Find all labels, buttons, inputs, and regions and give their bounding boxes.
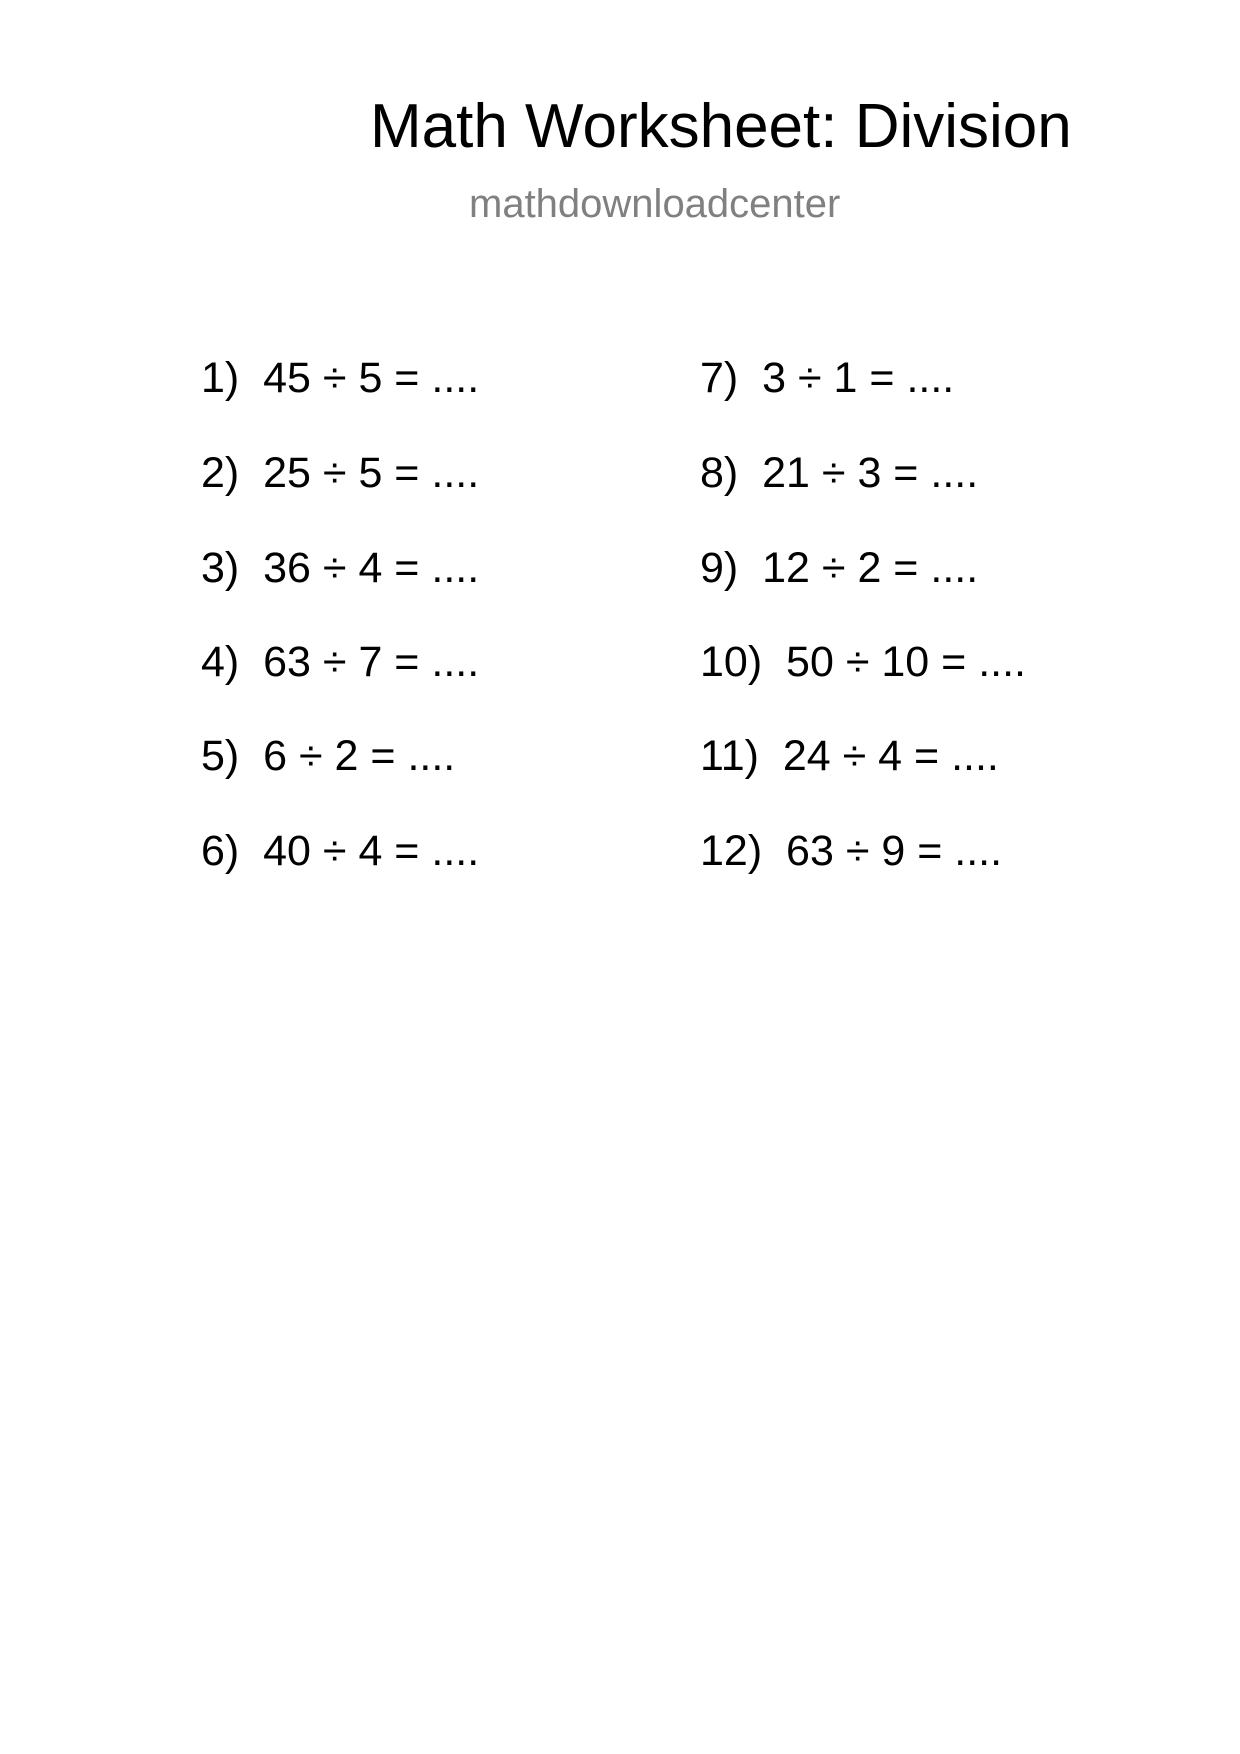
- problem-item: 4) 63 ÷ 7 = ....: [201, 638, 480, 686]
- problem-item: 5) 6 ÷ 2 = ....: [201, 732, 456, 780]
- problem-item: 6) 40 ÷ 4 = ....: [201, 827, 480, 875]
- problem-item: 11) 24 ÷ 4 = ....: [700, 732, 999, 780]
- problem-item: 2) 25 ÷ 5 = ....: [201, 449, 480, 497]
- problem-item: 1) 45 ÷ 5 = ....: [201, 354, 480, 402]
- problem-item: 9) 12 ÷ 2 = ....: [700, 544, 979, 592]
- worksheet-title: Math Worksheet: Division: [370, 92, 1072, 161]
- problem-item: 10) 50 ÷ 10 = ....: [700, 638, 1026, 686]
- problem-item: 8) 21 ÷ 3 = ....: [700, 449, 979, 497]
- problem-item: 7) 3 ÷ 1 = ....: [700, 354, 955, 402]
- problem-item: 3) 36 ÷ 4 = ....: [201, 544, 480, 592]
- problem-item: 12) 63 ÷ 9 = ....: [700, 827, 1003, 875]
- worksheet-source: mathdownloadcenter: [469, 182, 841, 226]
